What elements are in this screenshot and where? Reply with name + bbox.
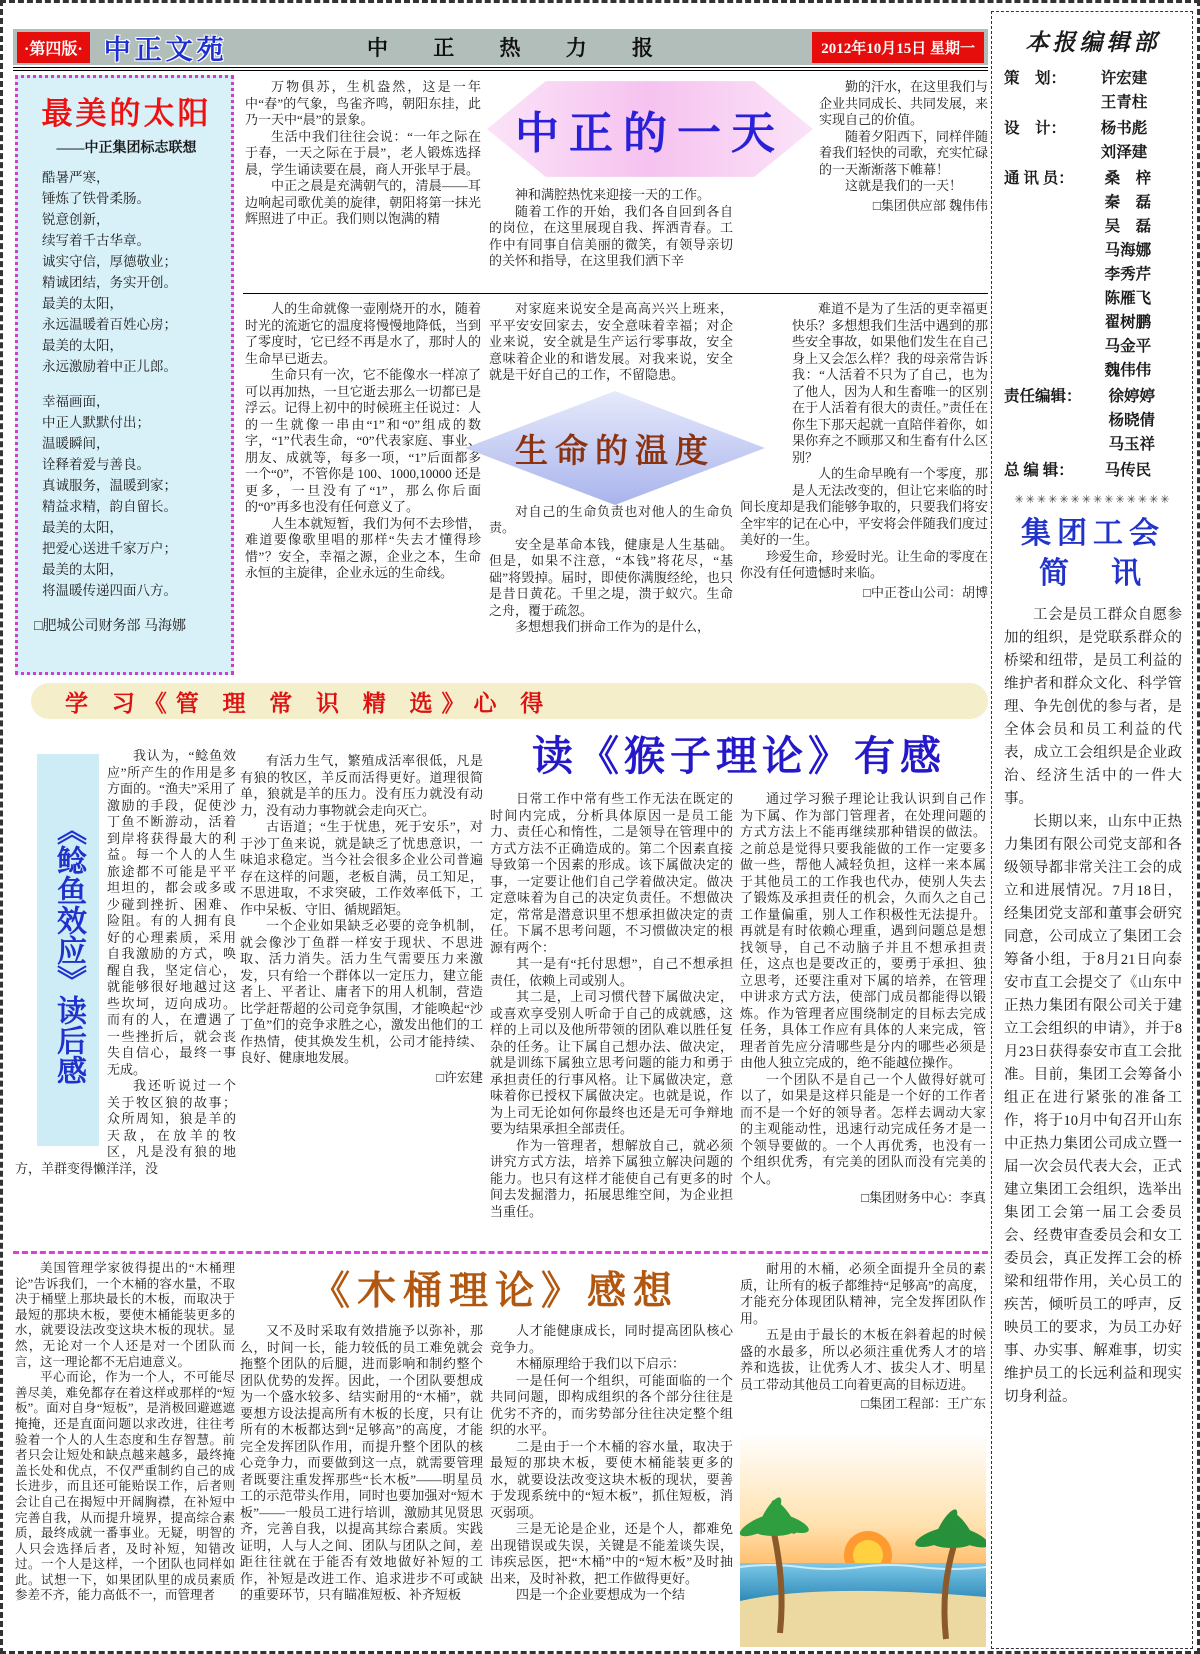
barrel-col1 [240, 1323, 483, 1649]
monkey-byline: □集团财务中心：李真 [861, 1190, 986, 1205]
poem-box [15, 75, 234, 675]
paragraph: 多想想我们拼命工作为的是什么， [515, 619, 711, 634]
paragraph: 马金平 [1104, 338, 1152, 355]
paragraph: 人才能健康成长，同时提高团队核心竞争力。 [490, 1323, 733, 1355]
catfish-col2 [240, 753, 483, 1249]
paragraph: 魏伟伟 [1104, 362, 1152, 379]
beach-illustration [740, 1433, 986, 1647]
magenta-dashed-divider [13, 1251, 988, 1254]
paragraph: 李秀芹 [1104, 266, 1152, 283]
staff-row-duty-editors: 责任编辑： 徐婷婷 杨晓倩 马玉祥 [1004, 385, 1182, 457]
staff-row-design: 设 计： 杨书彪 刘泽建 [1004, 117, 1182, 165]
section-rule [243, 293, 988, 294]
paragraph: 中正之晨是充满朝气的，清晨——耳边响起司歌优美的旋律，朝阳将第一抹光辉照进了中正。我们则以饱满的精 [245, 178, 481, 226]
paragraph: 对家庭来说安全是高高兴兴上班来，平平安安回家去，安全意味着幸福；对企业来说，安全就是生产运行零事故，安全意味着企业的和谐发展。对我来说，安全就是干好自己的工作，不留隐患。 [489, 301, 733, 382]
poem-stanza-1 [28, 167, 225, 377]
paragraph: 一是任何一个组织，可能面临的一个共同问题，即构成组织的各个部分往往是优劣不齐的，而劣势部分往往决定整个组织的水平。 [490, 1372, 733, 1437]
poem-byline: □肥城公司财务部 马海娜 [34, 619, 186, 634]
paragraph: 二是由于一个木桶的容水量，取决于最短的那块木板，要使木桶能装更多的水，就要设法改变这块木板的现状，要善于发现系统中的“短木板”，抓住短板，消灭弱项。 [490, 1438, 733, 1520]
paragraph: 杨书彪 [1100, 120, 1148, 137]
masthead-rule [13, 67, 988, 71]
paragraph: 安全是革命本钱，健康是人生基础。但是，如果不注意，“本钱”将花尽，“基础”将毁掉。届时，即使你满腹经纶，也只是昔日黄花。千里之堤，溃于蚁穴。生命之舟，覆于疏忽。 [489, 536, 733, 618]
paragraph: 翟树鹏 [1104, 314, 1152, 331]
study-banner [31, 683, 988, 719]
paragraph: 马海娜 [1104, 242, 1152, 259]
paragraph: 吴 磊 [1104, 218, 1152, 235]
paragraph: 其一是有“托付思想”，自己不想承担责任，依赖上司或别人。 [490, 956, 733, 988]
paragraph: 勤的汗水，在这里我们与企业共同成长、共同发展，来实现自己的价值。 [819, 79, 988, 127]
staff-row-correspondents: 通 讯 员： 桑 梓 秦 磊 吴 磊 马海娜 李秀芹 陈雁飞 翟树鹏 马金平 魏伟伟 [1004, 167, 1182, 383]
paragraph: 人的生命早晚有一个零度，那是人无法改变的，但让它来临的时间长度却是我们能够争取的，只要我们将安全牢牢的记在心中，平安将会伴随我们度过美好的一生。 [740, 466, 988, 547]
day-article-byline: □集团供应部 魏伟伟 [872, 197, 988, 213]
paragraph: 随着工作的开始，我们各自回到各自的岗位，在这里展现自我、挥洒青春。工作中有同事自信美丽的微笑，有领导亲切的关怀和指导，在这里我们洒下辛 [489, 203, 733, 268]
temperature-col1 [245, 301, 481, 673]
poem-title: 最美的太阳 [41, 96, 212, 131]
paragraph: 永远温暖着百姓心房； [42, 317, 177, 332]
paragraph: 幸福画面， [42, 394, 110, 409]
day-article-col3 [741, 79, 988, 289]
title-wrap-spacer [741, 79, 819, 187]
paragraph: 通过学习猴子理论让我认识到自己作为下属、作为部门管理者，在处理问题的方式方法上不能再继续那种错误的做法。之前总是觉得只要我能做的工作一定要多做一些，帮他人减轻负担，这样一来本属于其他员工的工作我也代办，使别人失去了锻炼及承担责任的机会，久而久之自己工作量偏重，别人工作积极性无法提升。再就是有时依赖心理重，遇到问题总是想找领导，自己不动脑子并且不想承担责任，这点也是要改正的，要勇于承担、独立思考，还要注重对下属的培养，在管理中讲求方式方法，使部门成员都能得以锻炼。作为管理者应围绕制定的目标去完成任务，具体工作应有具体的人来完成，管理者首先应分清哪些是分内的哪些必须是由他人独立完成的，绝不能越位操作。 [740, 791, 986, 1070]
paragraph: 平心而论，作为一个人，不可能尽善尽美，难免都存在着这样或那样的“短板”。面对自身“短板”，是消极回避遮遮掩掩，还是直面问题以求改进，往往考验着一个人的人生态度和生存智慧。前者只会让短处和缺点越来越多，最终掩盖长处和优点，不仅严重制约自己的成长进步，而且还可能贻误工作，后者则会让自己在揭短中开阔胸襟，在补短中完善自我，从而提升境界，提高综合素质，最终成就一番事业。无疑，明智的人只会选择后者，及时补短，知错改过。一个人是这样，一个团队也同样如此。试想一下，如果团队里的成员素质参差不齐，能力高低不一，而管理者 [15, 1370, 235, 1603]
paragraph: 诠释着爱与善良。 [42, 457, 150, 472]
editorial-board-title: 本报编辑部 [1025, 30, 1161, 55]
paragraph: 神和满腔热忱来迎接一天的工作。 [515, 187, 711, 202]
barrel-col2 [490, 1323, 733, 1649]
paragraph: 王青柱 [1100, 94, 1148, 111]
paragraph: 续写着千古华章。 [42, 233, 150, 248]
monkey-col1 [490, 791, 733, 1249]
poem-subtitle: ——中正集团标志联想 [56, 141, 197, 156]
paper-name: 中 正 热 力 报 [366, 36, 673, 60]
catfish-vertical-title: 《鲶鱼效应》读后感 [37, 754, 99, 1146]
paragraph: 生命只有一次，它不能像水一样凉了可以再加热，一旦它逝去那么一切都已是浮云。记得上初中的时候班主任说过：人的一生就像一串由“1”和“0”组成的数字，“1”代表生命，“0”代表家庭、事业、朋友、成就等，每多一项，“1”后面都多一个“0”，不管你是 100、1000,10000 还是更多，一旦没有了“1”，那么你后面的“0”再多也没有任何意义了。 [245, 367, 481, 514]
paragraph: 秦 磊 [1104, 194, 1152, 211]
barrel-article-title: 《木桶理论》感想 [310, 1270, 679, 1313]
paragraph: 五是由于最长的木板在斜着起的时候盛的水最多，所以必须注重优秀人才的培养和选拔，让优秀人才、拔尖人才、明星员工带动其他员工向着更高的目标迈进。 [740, 1327, 986, 1392]
paragraph: 精益求精，韵自留长。 [42, 499, 177, 514]
paragraph: 对自己的生命负责也对他人的生命负责。 [489, 503, 733, 535]
monkey-article-title: 读《猴子理论》有感 [532, 732, 946, 779]
day-article-col1 [245, 79, 481, 289]
staff-row-chief-editor: 总 编 辑： 马传民 [1004, 459, 1182, 483]
paragraph: 最美的太阳， [42, 562, 123, 577]
barrel-byline: □集团工程部：王广东 [861, 1396, 986, 1411]
day-article-title: 中正的一天 [487, 77, 813, 181]
paragraph: 珍爱生命，珍爱时光。让生命的零度在你没有任何遗憾时来临。 [740, 548, 988, 580]
paragraph: 日常工作中常有些工作无法在既定的时间内完成，分析具体原因一是员工能力、责任心和惰性，二是领导在管理中的方式方法不正确造成的。第二个因素直接导致第一个因素的形成。该下属做决定的事，一定要让他们自己学着做决定。做决定意味着为自己的决定负责任。不想做决定，常常是潜意识里不想承担做决定的责任。下属不思考问题，不习惯做决定的根源有两个： [490, 791, 733, 955]
paragraph: 马传民 [1104, 462, 1152, 479]
paragraph: 这就是我们的一天！ [845, 178, 963, 193]
union-brief-title: 集团工会 简 讯 [1021, 517, 1165, 590]
paragraph: 人的生命就像一壶刚烧开的水，随着时光的流逝它的温度将慢慢地降低，当到了零度时，它已经不再是水了，那时人的生命早已逝去。 [245, 301, 481, 366]
staff-row-planning: 策 划： 许宏建 王青柱 [1004, 67, 1182, 115]
paragraph: 温暖瞬间， [42, 436, 110, 451]
paragraph: 徐婷婷 [1108, 388, 1156, 405]
paragraph: 随着夕阳西下，同样伴随着我们轻快的司歌，充实忙碌的一天渐渐落下帷幕！ [819, 128, 988, 177]
paragraph: 木桶原理给于我们以下启示： [516, 1356, 686, 1371]
paragraph: 锤炼了铁骨柔肠。 [42, 191, 150, 206]
paragraph: 杨晓倩 [1108, 412, 1156, 429]
paragraph: 最美的太阳， [42, 296, 123, 311]
paragraph: 中正人默默付出； [42, 415, 150, 430]
day-article-col2 [489, 187, 733, 289]
paragraph: 精诚团结，务实开创。 [42, 275, 177, 290]
paragraph: 难道不是为了生活的更幸福更快乐？多想想我们生活中遇到的那些安全事故，如果他们发生在自己身上又会怎么样？我的母亲常告诉我：“人活着不只为了自己，也为了他人，因为人和生畜唯一的区别在于人活着有很大的责任。”责任在你生下那天起就一直陪伴着你，如果你弃之不顾那又和生畜有什么区别？ [792, 301, 988, 465]
paragraph: 把爱心送进千家万户； [42, 541, 177, 556]
paragraph: 桑 梓 [1104, 170, 1152, 187]
masthead [13, 29, 988, 65]
paragraph: 三是无论是企业，还是个人，都难免出现错误或失误，关键是不能羞谈失误，讳疾忌医，把“木桶”中的“短木板”及时抽出来，及时补救，把工作做得更好。 [490, 1521, 733, 1586]
paragraph: 其二是，上司习惯代替下属做决定，或喜欢享受别人听命于自己的成就感，这样的上司以及他所带领的团队难以胜任复杂的任务。让下属自己想办法、做决定，就是训练下属独立思考问题的能力和勇于承担责任的行事风格。让下属做决定，意味着你已授权下属做决定。也就是说，作为上司无论如何你最终也还是无可争辩地要为结果承担全部责任。 [490, 989, 733, 1136]
paragraph: 美国管理学家彼得提出的“木桶理论”告诉我们，一个木桶的容水量，不取决于桶壁上那块最长的木板，而取决于最短的那块木板，要使木桶能装更多的水，就要设法改变这块木板的现状。显然，无论对一个人还是对一个团队而言，这一理论都不无启迪意义。 [15, 1261, 235, 1369]
paragraph: 我认为，“鲶鱼效应”所产生的作用是多方面的。“渔夫”采用了激励的手段，促使沙丁鱼不断游动，活着到岸将获得最大的利益。每一个人的人生旅途都不可能是平平坦坦的，都会或多或少碰到挫折、困难、险阻。有的人拥有良好的心理素质，采用自我激励的方式，唤醒自我，坚定信心，就能够很好地越过这些坎坷，迈向成功。而有的人，在遭遇了一些挫折后，就会丧失自信心，最终一事无成。 [107, 748, 236, 1077]
column-name: 中正文苑 [103, 34, 228, 65]
paragraph: 永远激励着中正儿郎。 [42, 359, 177, 374]
paragraph: 耐用的木桶，必须全面提升全员的素质，让所有的板子都维持“足够高”的高度，才能充分体现团队精神，完全发挥团队作用。 [740, 1261, 986, 1326]
union-brief-body [1004, 604, 1182, 1409]
paragraph: 四是一个企业要想成为一个结 [516, 1587, 686, 1602]
study-banner-text: 学 习《管 理 常 识 精 选》心 得 [65, 690, 553, 716]
paragraph: 长期以来，山东中正热力集团有限公司党支部和各级领导都非常关注工会的成立和进展情况。7月18日，经集团党支部和董事会研究同意，公司成立了集团工会筹备小组，于8月21日向泰安市直工会提交了《山东中正热力集团有限公司关于建立工会组织的申请》，并于8月23日获得泰安市直工会批准。目前，集团工会筹备小组正在进行紧张的准备工作，将于10月中旬召开山东中正热力集团公司成立暨一届一次会员代表大会，正式建立集团工会组织，选举出集团工会第一届工会委员会、经费审查委员会和女工委员会，真正发挥工会的桥梁和纽带作用，关心员工的疾苦，倾听员工的呼声，反映员工的要求，为员工办好事、办实事、解难事，切实维护员工的长远利益和现实切身利益。 [1004, 814, 1182, 1405]
paragraph: 诚实守信，厚德敬业； [42, 254, 177, 269]
paragraph: 最美的太阳， [42, 520, 123, 535]
paragraph: 许宏建 [1100, 70, 1148, 87]
monkey-col2 [740, 791, 986, 1249]
paragraph: 一个企业如果缺乏必要的竞争机制，就会像沙丁鱼群一样安于现状、不思进取、活力消失。活力生气需要压力来激发，只有给一个群体以一定压力，建立能者上、平者让、庸者下的用人机制，营造比学赶帮超的公司竞争氛围，才能唤起“沙丁鱼”们的竞争求胜之心，激发出他们的工作热情，使其焕发生机，公司才能持续、良好、健康地发展。 [240, 918, 483, 1065]
barrel-left-col [15, 1261, 235, 1651]
paragraph: 我还听说过一个关于牧区狼的故事；众所周知，狼是羊的天敌，在放羊的牧区，凡是没有狼的地方，羊群变得懒洋洋，没 [15, 1078, 236, 1176]
paragraph: 万物俱苏，生机盎然，这是一年中“春”的气象，鸟雀齐鸣，朝阳东挂，此乃一天中“晨”的景象。 [245, 79, 481, 127]
paragraph: 作为一管理者，想解放自己，就必须讲究方式方法，培养下属独立解决问题的能力。也只有这样才能使自己有更多的时间去发掘潜力，拓展思维空间，为企业担当重任。 [490, 1137, 733, 1219]
poem-stanza-2 [28, 391, 225, 601]
paragraph: 人生本就短暂，我们为何不去珍惜，难道要像歌里唱的那样“失去才懂得珍惜”？安全，幸福之源，企业之本，生命永恒的主旋律，企业永远的生命线。 [245, 515, 481, 580]
temperature-byline: □中正苍山公司：胡博 [863, 584, 988, 600]
paragraph: 工会是员工群众自愿参加的组织，是党联系群众的桥梁和纽带，是员工利益的维护者和群众文化、科学管理、争先创优的参与者，是全体会员和员工利益的代表，成立工会组织是企业政治、经济生活中的一件大事。 [1004, 607, 1182, 807]
paragraph: 将温暖传递四面八方。 [42, 583, 177, 598]
paragraph: 有活力生气，繁殖成活率很低，凡是有狼的牧区，羊反而活得更好。道理很简单，狼就是羊的压力。没有压力就没有动力，没有动力事物就会走向灭亡。 [240, 753, 483, 818]
catfish-article [15, 748, 236, 1249]
paragraph: 真诚服务，温暖到家； [42, 478, 177, 493]
paragraph: 陈雁飞 [1104, 290, 1152, 307]
date-badge: 2012年10月15日 星期一 [812, 32, 984, 63]
sidebar [991, 11, 1193, 1649]
paragraph: 刘泽建 [1100, 144, 1148, 161]
paragraph: 又不及时采取有效措施予以弥补，那么，时间一长，能力较低的员工难免就会拖整个团队的后腿，进而影响和制约整个团队优势的发挥。因此，一个团队要想成为一个盛水较多、结实耐用的“木桶”，就要想方设法提高所有木板的长度，只有让所有的木板都达到“足够高”的高度，才能完全发挥团队作用，而提升整个团队的核心竞争力，而要做到这一点，就需要管理者既要注重发挥那些“长木板”——明星员工的示范带头作用，同时也要加强对“短木板”——一般员工进行培训，激励其见贤思齐，完善自我，以提高其综合素质。实践证明，人与人之间、团队与团队之间，差距往往就在于能否有效地做好补短的工作，补短是改进工作、追求进步不可或缺的重要环节，只有瞄准短板、补齐短板 [240, 1323, 483, 1602]
temperature-col3 [740, 301, 988, 673]
paragraph: 马玉祥 [1108, 436, 1156, 453]
paragraph: 酷暑严寒， [42, 170, 110, 185]
paragraph: 古语道；“生于忧患，死于安乐”，对于沙丁鱼来说，就是缺乏了忧患意识，一味追求稳定。当今社会很多企业公司普遍存在这样的问题，老板自满，员工知足，不思进取，不求突破，工作效率低下，工作中呆板、守旧、循规蹈矩。 [240, 819, 483, 917]
paragraph: 最美的太阳， [42, 338, 123, 353]
paragraph: 一个团队不是自己一个人做得好就可以了，如果是这样只能是一个好的工作者而不是一个好的领导者。怎样去调动大家的主观能动性，迅速行动完成任务才是一个领导要做的。一个人再优秀，也没有一个组织优秀，有完美的团队而没有完美的个人。 [740, 1071, 986, 1186]
temperature-title: 生命的温度 [465, 391, 765, 505]
catfish-byline: □许宏建 [436, 1069, 483, 1085]
edition-badge: ·第四版· [17, 32, 90, 63]
paragraph: 锐意创新， [42, 212, 110, 227]
paragraph: 生活中我们往往会说：“一年之际在于春，一天之际在于晨”，老人锻炼选择晨，学生诵读要在晨，商人开张早于晨。 [245, 128, 481, 177]
decorative-divider: ✳✳✳✳✳✳✳✳✳✳✳✳✳✳ [1014, 494, 1172, 506]
barrel-col3 [740, 1261, 986, 1429]
